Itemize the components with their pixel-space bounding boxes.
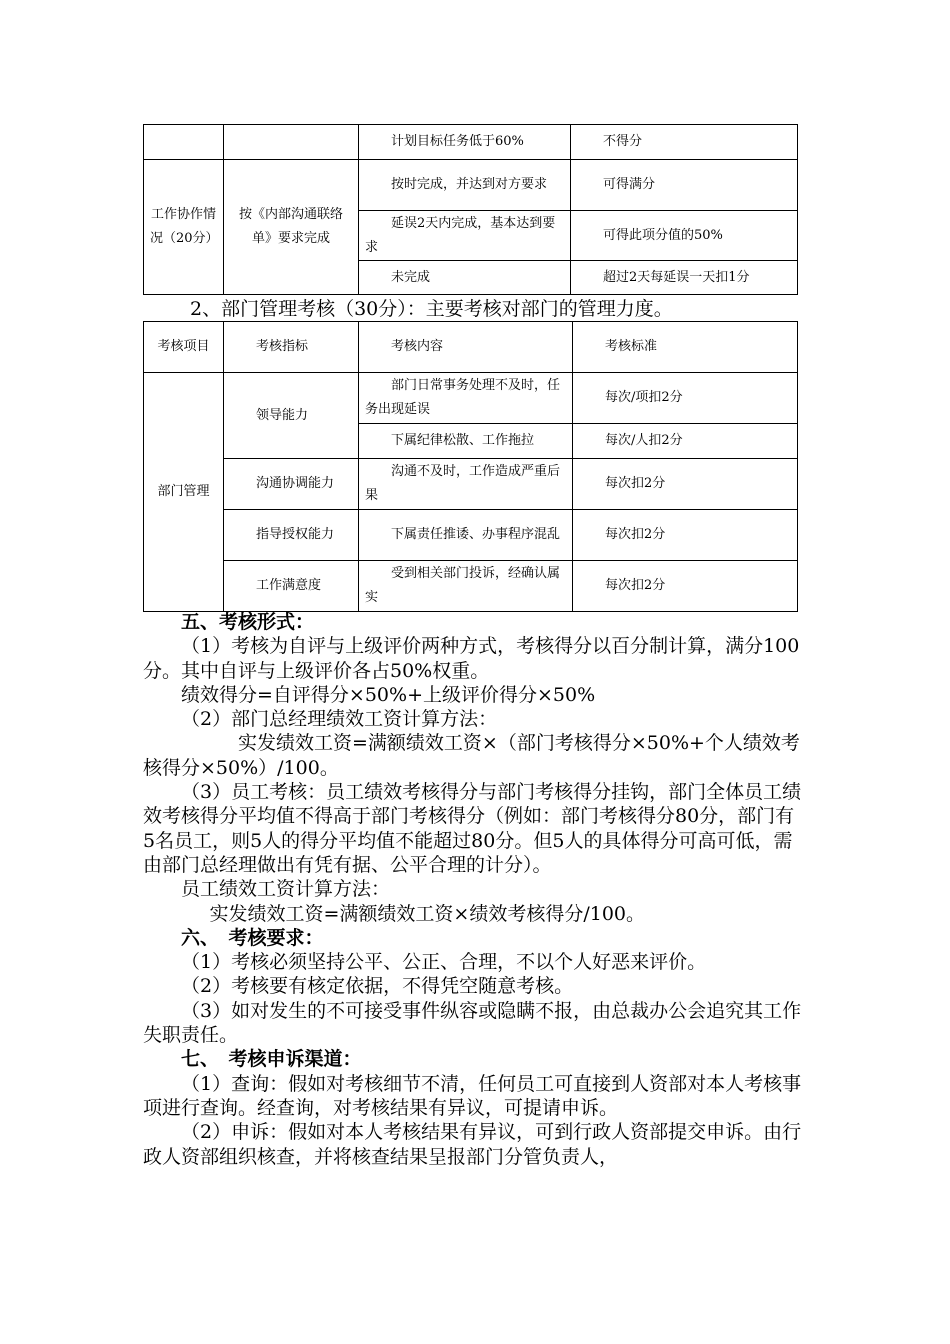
paragraph: （2）部门总经理绩效工资计算方法：: [181, 708, 498, 731]
indicator-cell: 沟通协调能力: [224, 459, 359, 510]
table-row: [144, 459, 798, 510]
table-row: [144, 160, 798, 211]
formula-dept-manager: 实发绩效工资=满额绩效工资×（部门考核得分×50%+个人绩效考核得分×50%）/100。: [143, 732, 800, 779]
content-cell: 延误2天内完成，基本达到要求: [359, 211, 571, 261]
empty-cell: [224, 125, 359, 160]
table-row: [144, 125, 798, 160]
content-cell: 下属纪律松散、工作拖拉: [359, 424, 573, 459]
standard-cell: 超过2天每延误一天扣1分: [571, 261, 798, 295]
work-collaboration-table: [143, 124, 798, 295]
paragraph: （3）如对发生的不可接受事件纵容或隐瞒不报，由总裁办公会追究其工作失职责任。: [143, 999, 802, 1047]
standard-cell: 可得此项分值的50%: [571, 211, 798, 261]
paragraph: 绩效得分=自评得分×50%+上级评价得分×50%: [181, 683, 596, 706]
paragraph: （1）考核必须坚持公平、公正、合理，不以个人好恶来评价。: [181, 951, 707, 974]
indicator-cell: 领导能力: [224, 373, 359, 459]
standard-cell: 每次扣2分: [573, 561, 798, 612]
standard-cell: 可得满分: [571, 160, 798, 211]
indicator-cell: 指导授权能力: [224, 510, 359, 561]
standard-cell: 每次/人扣2分: [573, 424, 798, 459]
header-item: 考核项目: [144, 322, 224, 373]
paragraph: （3）员工考核：员工绩效考核得分与部门考核得分挂钩，部门全体员工绩效考核得分平均值不得高于部门考核得分（例如：部门考核得分80分，部门有5名员工，则5人的得分平均值不能超过80分。但5人的具体得分可高可低，需由部门总经理做出有凭有据、公平合理的计分）。: [143, 781, 802, 876]
standard-cell: 不得分: [571, 125, 798, 160]
formula-employee: 实发绩效工资=满额绩效工资×绩效考核得分/100。: [209, 902, 646, 925]
table-row: [144, 561, 798, 612]
content-cell: 计划目标任务低于60%: [359, 125, 571, 160]
dept-management-table: [143, 321, 798, 612]
section-7-title: 七、 考核申诉渠道：: [181, 1048, 362, 1071]
standard-cell: 每次扣2分: [573, 510, 798, 561]
paragraph: 员工绩效工资计算方法：: [181, 878, 391, 901]
table-row: [144, 373, 798, 424]
content-cell: 下属责任推诿、办事程序混乱: [359, 510, 573, 561]
standard-cell: 每次扣2分: [573, 459, 798, 510]
paragraph: （1）考核为自评与上级评价两种方式，考核得分以百分制计算，满分100分。其中自评与上级评价各占50%权重。: [143, 635, 800, 682]
header-standard: 考核标准: [573, 322, 798, 373]
table-header-row: [144, 322, 798, 373]
section-6-title: 六、 考核要求：: [181, 926, 324, 949]
paragraph: （2）考核要有核定依据，不得凭空随意考核。: [181, 975, 574, 998]
content-cell: 受到相关部门投诉，经确认属实: [359, 561, 573, 612]
paragraph: （1）查询：假如对考核细节不清，任何员工可直接到人资部对本人考核事项进行查询。经查询，对考核结果有异议，可提请申诉。: [143, 1072, 802, 1119]
content-cell: 沟通不及时，工作造成严重后果: [359, 459, 573, 510]
header-content: 考核内容: [359, 322, 573, 373]
section-5-title: 五、考核形式：: [181, 611, 315, 633]
document-body: [143, 610, 805, 1169]
standard-cell: 每次/项扣2分: [573, 373, 798, 424]
header-indicator: 考核指标: [224, 322, 359, 373]
content-cell: 按时完成，并达到对方要求: [359, 160, 571, 211]
section-heading-dept-management: 2、部门管理考核（30分）：主要考核对部门的管理力度。: [190, 298, 673, 320]
table-row: [144, 510, 798, 561]
item-cell: 工作协作情况（20分）: [144, 160, 224, 295]
empty-cell: [144, 125, 224, 160]
content-cell: 部门日常事务处理不及时，任务出现延误: [359, 373, 573, 424]
indicator-cell: 按《内部沟通联络单》要求完成: [224, 160, 359, 295]
item-cell: 部门管理: [144, 373, 224, 612]
indicator-cell: 工作满意度: [224, 561, 359, 612]
paragraph: （2）申诉：假如对本人考核结果有异议，可到行政人资部提交申诉。由行政人资部组织核查，并将核查结果呈报部门分管负责人，: [143, 1121, 802, 1168]
content-cell: 未完成: [359, 261, 571, 295]
